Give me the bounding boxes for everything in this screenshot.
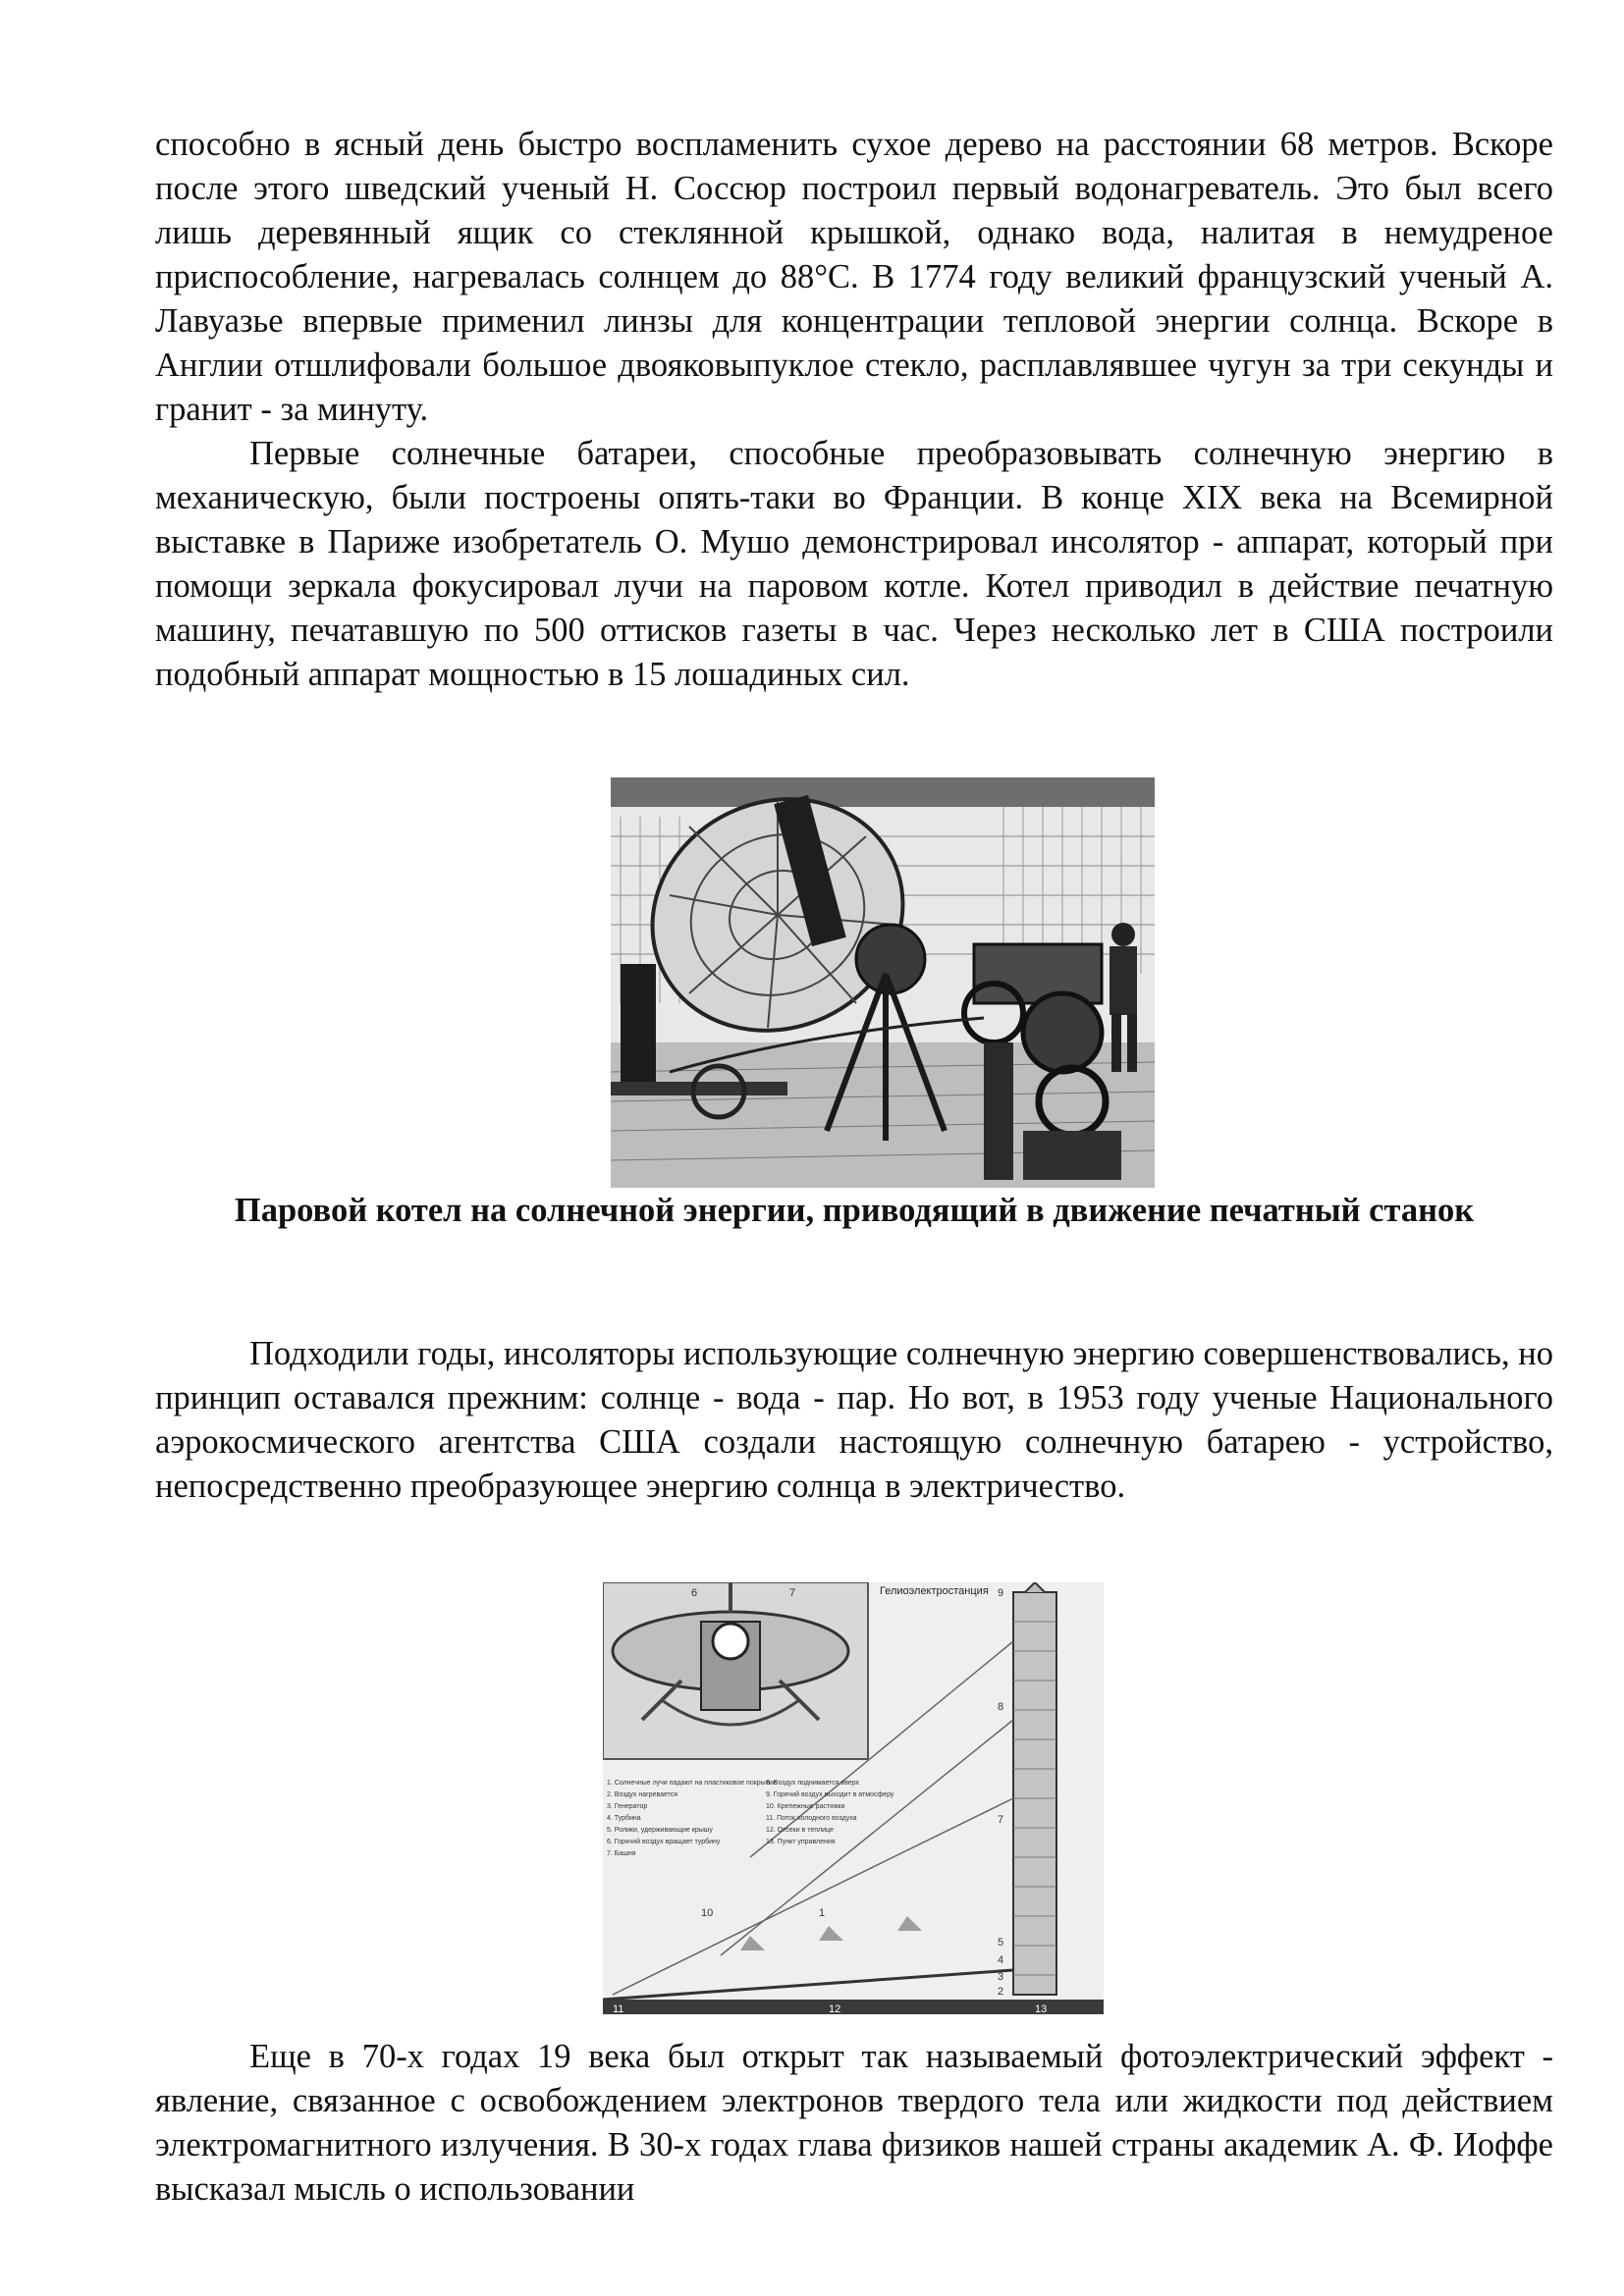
paragraph-4: Еще в 70-х годах 19 века был открыт так называемый фотоэлектрический эффект - явление, связанное с освобождением электронов твердого тела или жидкости под действием электромагнитного излучения. В 30-х годах глава физиков нашей страны академик А. Ф. Иоффе высказал мысль о использовании	[155, 2038, 1553, 2208]
diagram-number-10: 10	[701, 1907, 714, 1919]
legend-item-13: 13. Пункт управления	[766, 1839, 836, 1845]
legend-item-1: 1. Солнечные лучи падают на пластиковое покрытие	[607, 1780, 777, 1787]
diagram-number-8: 8	[998, 1701, 1004, 1713]
diagram-title: Гелиоэлектростанция	[880, 1585, 989, 1597]
diagram-number-5: 5	[998, 1937, 1004, 1949]
legend-item-2: 2. Воздух нагревается	[607, 1791, 678, 1798]
diagram-number-4: 4	[998, 1954, 1004, 1966]
legend-item-4: 4. Турбина	[607, 1815, 641, 1822]
legend-item-8: 8. Воздух поднимается вверх	[766, 1780, 860, 1787]
legend-item-11: 11. Поток холодного воздуха	[766, 1815, 857, 1822]
figure-caption: Паровой котел на солнечной энергии, приводящий в движение печатный станок	[234, 1192, 1475, 1229]
legend-item-3: 3. Генератор	[607, 1803, 648, 1810]
diagram-number-11: 11	[613, 2003, 624, 2014]
diagram-number-2: 2	[998, 1986, 1004, 1998]
solar-steam-engine-illustration	[611, 777, 1155, 1188]
diagram-number-7: 7	[789, 1587, 796, 1599]
paragraph-3: Подходили годы, инсоляторы использующие солнечную энергию совершенствовались, но принцип оставался прежним: солнце - вода - пар. Но вот, в 1953 году ученые Национального аэрокосмического агентства США создали настоящую солнечную батарею - устройство, непосредственно преобразующее энергию солнца в электричество.	[155, 1335, 1553, 1505]
legend-item-7: 7. Башня	[607, 1850, 636, 1857]
paragraph-2: Первые солнечные батареи, способные преобразовывать солнечную энергию в механическую, были построены опять-таки во Франции. В конце XIX века на Всемирной выставке в Париже изобретатель О. Мушо демонстрировал инсолятор - аппарат, который при помощи зеркала фокусировал лучи на паровом котле. Котел приводил в действие печатную машину, печатавшую по 500 оттисков газеты в час. Через несколько лет в США построили подобный аппарат мощностью в 15 лошадиных сил.	[155, 435, 1553, 693]
legend-item-5: 5. Ролики, удерживающие крышу	[607, 1827, 713, 1834]
legend-item-10: 10. Крепежные растяжки	[766, 1803, 845, 1810]
legend-item-6: 6. Горячий воздух вращает турбину	[607, 1839, 721, 1845]
diagram-number-7b: 7	[998, 1814, 1004, 1826]
diagram-number-12: 12	[829, 2003, 841, 2014]
diagram-number-3: 3	[998, 1971, 1004, 1983]
legend-item-12: 12. Отсеки в теплице	[766, 1827, 834, 1834]
diagram-number-13: 13	[1035, 2003, 1048, 2014]
paragraph-1: способно в ясный день быстро воспламенить сухое дерево на расстоянии 68 метров. Вскоре после этого шведский ученый Н. Соссюр построил первый водонагреватель. Это был всего лишь деревянный ящик со стеклянной крышкой, однако вода, налитая в немудреное приспособление, нагревалась солнцем до 88°С. В 1774 году великий французский ученый А. Лавуазье впервые применил линзы для концентрации тепловой энергии солнца. Вскоре в Англии отшлифовали большое двояковыпуклое стекло, расплавлявшее чугун за три секунды и гранит - за минуту.	[155, 126, 1553, 428]
diagram-number-9: 9	[998, 1587, 1004, 1599]
diagram-number-1: 1	[819, 1907, 826, 1919]
legend-item-9: 9. Горячий воздух выходит в атмосферу	[766, 1791, 894, 1798]
diagram-number-6: 6	[691, 1587, 698, 1599]
solar-tower-diagram	[603, 1582, 1104, 2014]
